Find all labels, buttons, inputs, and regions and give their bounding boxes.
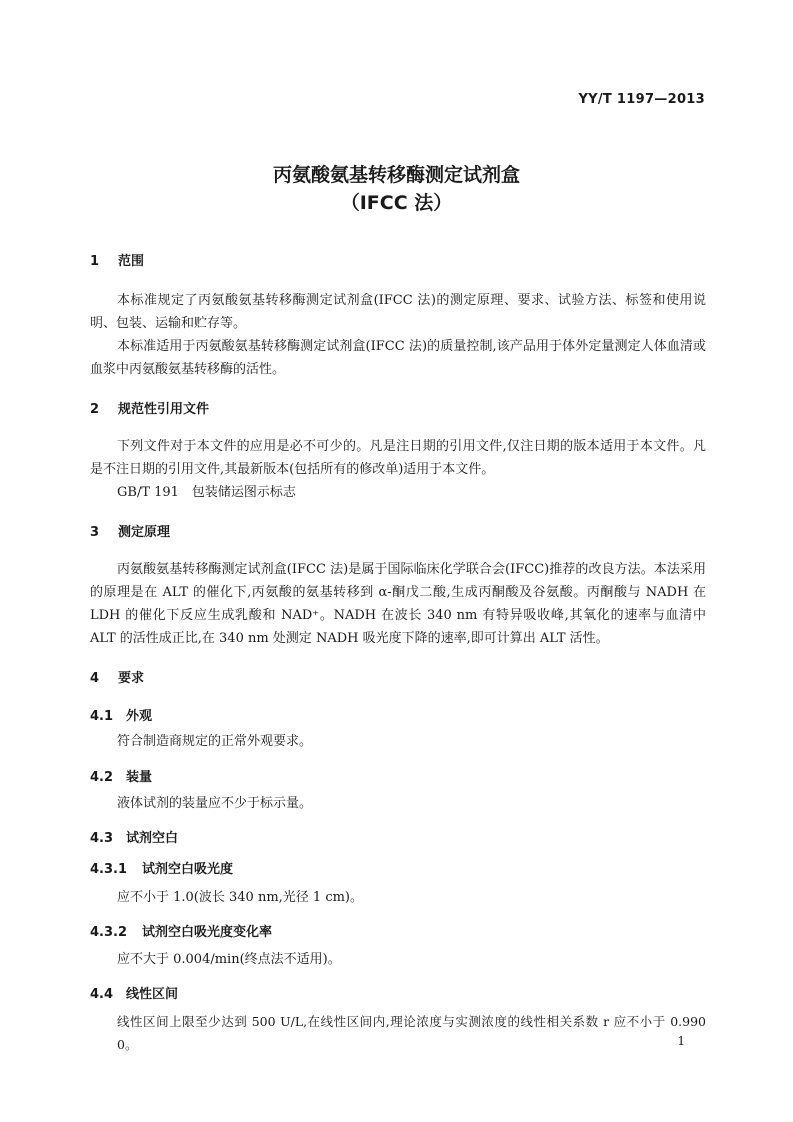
section-4-1-text: 符合制造商规定的正常外观要求。 bbox=[117, 734, 313, 749]
standard-code: YY/T 1197—2013 bbox=[578, 92, 705, 107]
section-title: 规范性引用文件 bbox=[118, 402, 210, 417]
section-4-3-2-heading bbox=[90, 921, 272, 940]
section-number: 4.1 bbox=[90, 709, 114, 724]
section-title: 试剂空白吸光度变化率 bbox=[142, 925, 273, 940]
section-1-paragraph-1: 本标准规定了丙氨酸氨基转移酶测定试剂盒(IFCC 法)的测定原理、要求、试验方法、标签和使用说明、包装、运输和贮存等。 bbox=[90, 293, 706, 331]
page-number: 1 bbox=[677, 1034, 685, 1048]
document-title: 丙氨酸氨基转移酶测定试剂盒 bbox=[272, 164, 520, 186]
section-4-heading bbox=[90, 667, 144, 686]
section-1-paragraph-2: 本标准适用于丙氨酸氨基转移酶测定试剂盒(IFCC 法)的质量控制,该产品用于体外定量测定人体血清或血浆中丙氨酸氨基转移酶的活性。 bbox=[90, 339, 706, 377]
section-title: 试剂空白吸光度 bbox=[142, 862, 234, 877]
section-1-heading bbox=[90, 250, 144, 269]
section-title: 测定原理 bbox=[118, 525, 171, 540]
section-4-1-heading bbox=[90, 705, 152, 724]
section-4-3-2-text: 应不大于 0.004/min(终点法不适用)。 bbox=[117, 952, 341, 967]
section-title: 要求 bbox=[118, 671, 145, 686]
section-number: 1 bbox=[90, 254, 100, 269]
section-number: 2 bbox=[90, 402, 100, 417]
section-3-heading bbox=[90, 521, 170, 540]
section-number: 3 bbox=[90, 525, 100, 540]
section-4-2-heading bbox=[90, 766, 152, 785]
section-number: 4.3.2 bbox=[90, 925, 128, 940]
section-4-3-1-heading bbox=[90, 858, 233, 877]
section-number: 4.4 bbox=[90, 987, 114, 1002]
section-3-paragraph-1: 丙氨酸氨基转移酶测定试剂盒(IFCC 法)是属于国际临床化学联合会(IFCC)推荐的改良方法。本法采用的原理是在 ALT 的催化下,丙氨酸的氨基转移到 α-酮戊二酸,生成丙酮酸及谷氨酸。丙酮酸与 NADH 在 LDH 的催化下反应生成乳酸和 NAD⁺。NADH 在波长 340 nm 有特异吸收峰,其氧化的速率与血清中 ALT 的活性成正比,在 340 nm 处测定 NADH 吸光度下降的速率,即可计算出 ALT 活性。 bbox=[90, 562, 706, 646]
section-4-3-1-text: 应不小于 1.0(波长 340 nm,光径 1 cm)。 bbox=[117, 890, 364, 905]
document-subtitle: （IFCC 法） bbox=[340, 192, 453, 214]
section-title: 装量 bbox=[126, 770, 153, 785]
section-title: 外观 bbox=[126, 709, 153, 724]
section-title: 范围 bbox=[118, 254, 145, 269]
section-number: 4.3 bbox=[90, 831, 114, 846]
normative-reference: GB/T 191 包装储运图示标志 bbox=[117, 485, 296, 500]
section-4-3-heading bbox=[90, 827, 178, 846]
section-number: 4 bbox=[90, 671, 100, 686]
section-4-4-text: 线性区间上限至少达到 500 U/L,在线性区间内,理论浓度与实测浓度的线性相关系数 r 应不小于 0.990 0。 bbox=[117, 1014, 706, 1052]
section-4-4-heading bbox=[90, 983, 178, 1002]
section-number: 4.2 bbox=[90, 770, 114, 785]
section-2-heading bbox=[90, 398, 209, 417]
section-4-2-text: 液体试剂的装量应不少于标示量。 bbox=[117, 796, 313, 811]
section-number: 4.3.1 bbox=[90, 862, 128, 877]
section-title: 试剂空白 bbox=[126, 831, 179, 846]
section-2-paragraph-1: 下列文件对于本文件的应用是必不可少的。凡是注日期的引用文件,仅注日期的版本适用于本文件。凡是不注日期的引用文件,其最新版本(包括所有的修改单)适用于本文件。 bbox=[90, 439, 706, 477]
section-title: 线性区间 bbox=[126, 987, 179, 1002]
